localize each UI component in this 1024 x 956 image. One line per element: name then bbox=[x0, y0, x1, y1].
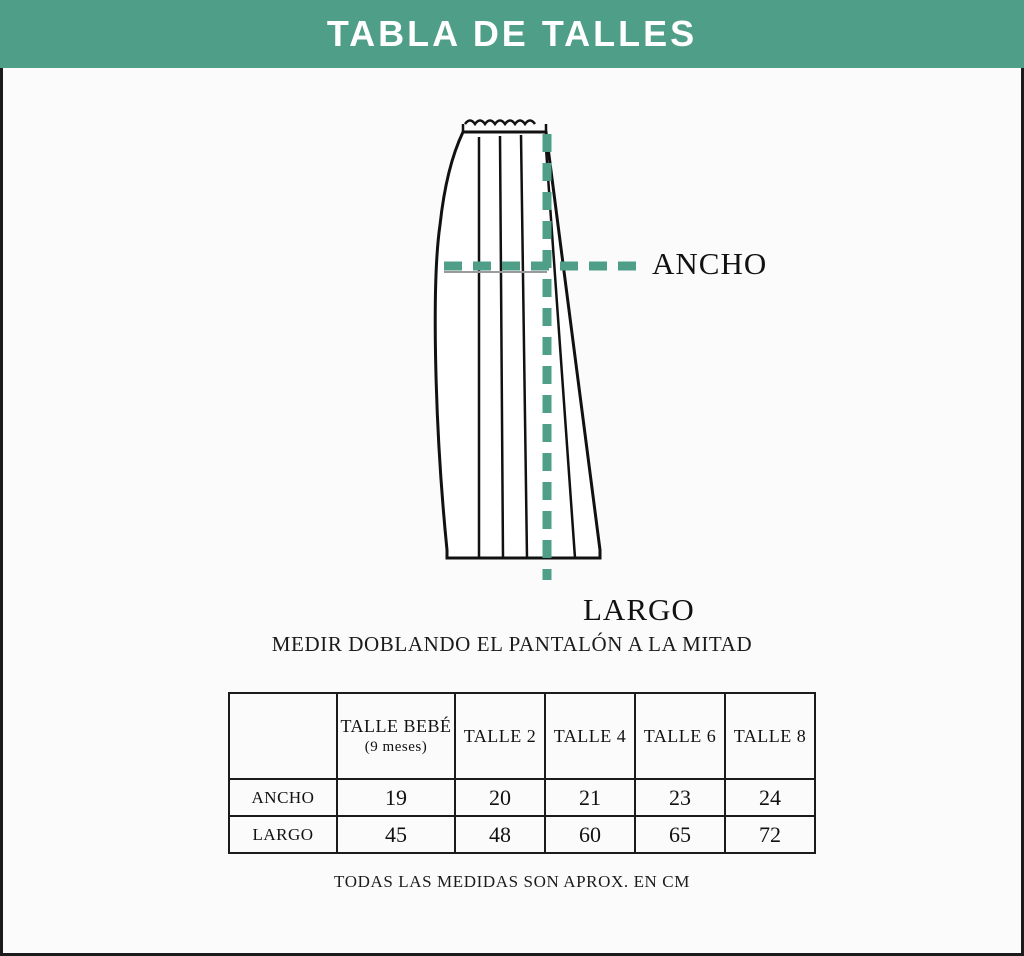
size-table bbox=[228, 692, 816, 854]
cell-ancho-talle-4: 21 bbox=[545, 779, 635, 816]
header-cell-bebe bbox=[337, 693, 455, 779]
header-cell-talle-4: TALLE 4 bbox=[545, 693, 635, 779]
row-label-ancho: ANCHO bbox=[229, 779, 337, 816]
cell-ancho-talle-2: 20 bbox=[455, 779, 545, 816]
cell-largo-talle-4: 60 bbox=[545, 816, 635, 853]
cell-ancho-talle-8: 24 bbox=[725, 779, 815, 816]
header-label: TALLE BEBÉ bbox=[340, 716, 452, 736]
size-table-wrapper bbox=[228, 692, 807, 854]
cell-ancho-bebe: 19 bbox=[337, 779, 455, 816]
header-cell-blank bbox=[229, 693, 337, 779]
pants-diagram-svg bbox=[0, 20, 1024, 580]
cell-largo-talle-6: 65 bbox=[635, 816, 725, 853]
cell-largo-talle-2: 48 bbox=[455, 816, 545, 853]
header-cell-talle-6: TALLE 6 bbox=[635, 693, 725, 779]
cell-largo-talle-8: 72 bbox=[725, 816, 815, 853]
table-row bbox=[229, 779, 815, 816]
header-sublabel: (9 meses) bbox=[364, 739, 428, 755]
measure-instruction: MEDIR DOBLANDO EL PANTALÓN A LA MITAD bbox=[271, 632, 753, 656]
table-header-row bbox=[229, 693, 815, 779]
page-title: TABLA DE TALLES bbox=[326, 13, 698, 54]
cell-ancho-talle-6: 23 bbox=[635, 779, 725, 816]
size-table-body bbox=[229, 779, 815, 853]
garment-illustration bbox=[0, 20, 1024, 627]
row-label-largo: LARGO bbox=[229, 816, 337, 853]
table-row bbox=[229, 816, 815, 853]
size-table-head bbox=[229, 693, 815, 779]
cell-largo-bebe: 45 bbox=[337, 816, 455, 853]
header-cell-talle-2: TALLE 2 bbox=[455, 693, 545, 779]
header-cell-talle-8: TALLE 8 bbox=[725, 693, 815, 779]
label-ancho: ANCHO bbox=[652, 246, 768, 281]
pants-outline bbox=[435, 132, 600, 558]
label-largo: LARGO bbox=[583, 592, 695, 627]
units-note: TODAS LAS MEDIDAS SON APROX. EN CM bbox=[334, 872, 690, 891]
